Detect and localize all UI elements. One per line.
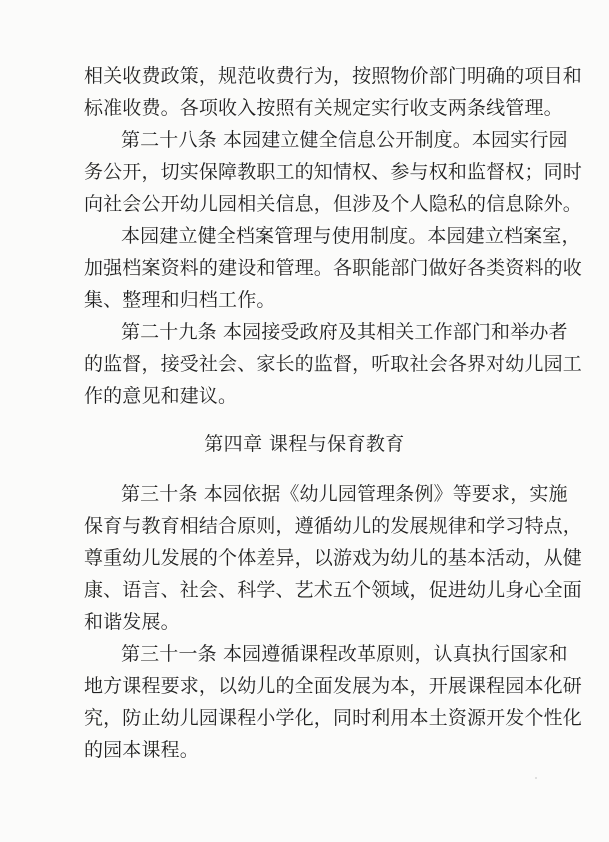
paragraph-line: 地方课程要求，以幼儿的全面发展为本，开展课程园本化研	[84, 675, 582, 697]
article-31-line: 第三十一条 本园遵循课程改革原则，认真执行国家和	[121, 643, 568, 665]
paragraph-line: 保育与教育相结合原则，遵循幼儿的发展规律和学习特点，	[84, 515, 582, 537]
paragraph-line: 的监督，接受社会、家长的监督，听取社会各界对幼儿园工	[84, 353, 582, 375]
article-28-line: 第二十八条 本园建立健全信息公开制度。本园实行园	[121, 129, 568, 151]
paragraph-line: 作的意见和建议。	[84, 385, 238, 407]
paragraph-line: 和谐发展。	[84, 611, 180, 633]
paragraph-line: 集、整理和归档工作。	[84, 289, 276, 311]
paragraph-line: 加强档案资料的建设和管理。各职能部门做好各类资料的收	[84, 257, 582, 279]
paragraph-line: 务公开，切实保障教职工的知情权、参与权和监督权；同时	[84, 161, 582, 183]
paragraph-line: 尊重幼儿发展的个体差异，以游戏为幼儿的基本活动，从健	[84, 547, 582, 569]
scan-speck	[535, 777, 537, 779]
article-30-line: 第三十条 本园依据《幼儿园管理条例》等要求，实施	[121, 483, 568, 505]
paragraph-line: 向社会公开幼儿园相关信息，但涉及个人隐私的信息除外。	[84, 193, 582, 215]
archive-paragraph-line: 本园建立健全档案管理与使用制度。本园建立档案室，	[121, 225, 581, 247]
chapter-title: 第四章 课程与保育教育	[204, 433, 405, 455]
paragraph-line: 究，防止幼儿园课程小学化，同时利用本土资源开发个性化	[84, 707, 582, 729]
paragraph-line: 康、语言、社会、科学、艺术五个领域，促进幼儿身心全面	[84, 579, 582, 601]
paragraph-line: 相关收费政策，规范收费行为，按照物价部门明确的项目和	[84, 65, 582, 87]
paragraph-line: 标准收费。各项收入按照有关规定实行收支两条线管理。	[84, 97, 563, 119]
article-29-line: 第二十九条 本园接受政府及其相关工作部门和举办者	[121, 321, 568, 343]
paragraph-line: 的园本课程。	[84, 739, 199, 761]
